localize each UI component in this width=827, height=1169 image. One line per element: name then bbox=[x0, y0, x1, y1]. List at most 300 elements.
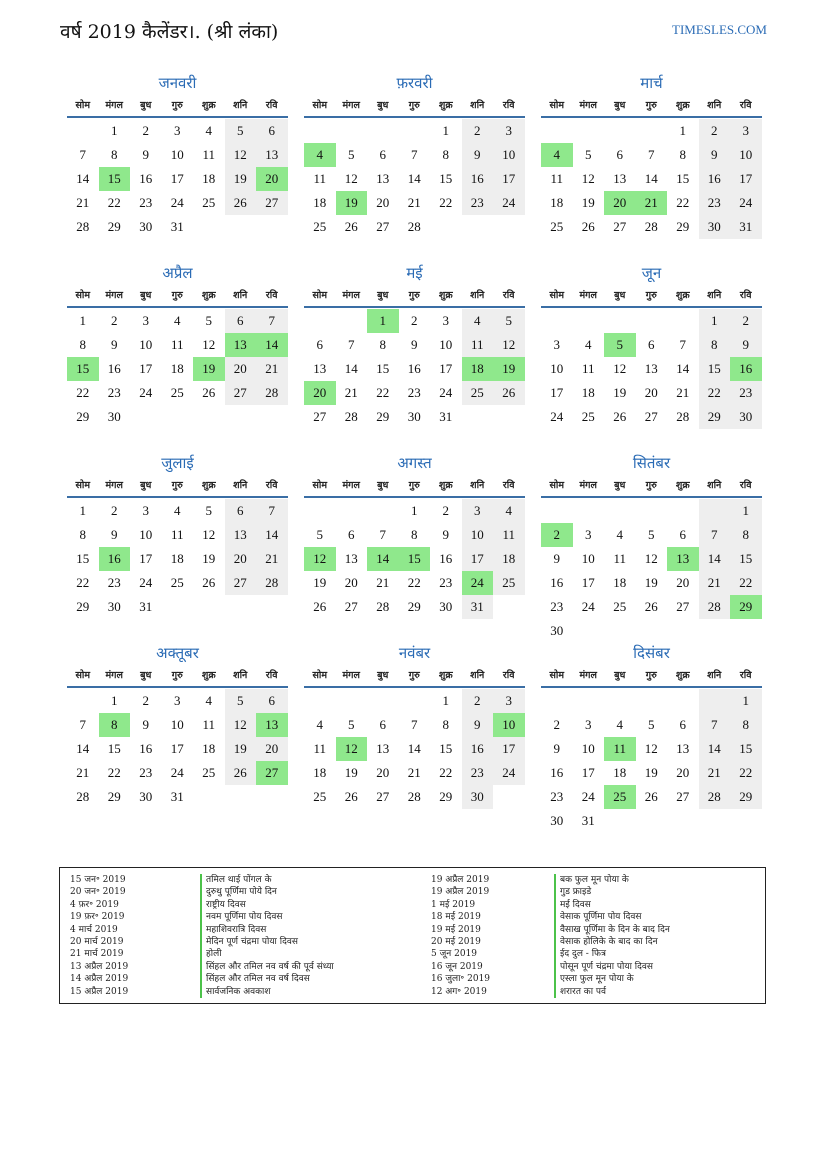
day-cell: 25 bbox=[493, 571, 525, 595]
day-cell: 5 bbox=[348, 147, 355, 162]
day-cell: 10 bbox=[170, 717, 184, 732]
day-cell: 1 bbox=[730, 689, 762, 713]
legend-date: 19 अप्रैल 2019 bbox=[431, 875, 490, 885]
day-cell: 1 bbox=[411, 503, 418, 518]
weekday-label: सोम bbox=[75, 480, 91, 491]
day-cell: 10 bbox=[170, 147, 184, 162]
weekday-label: सोम bbox=[312, 480, 328, 491]
legend-date: 13 अप्रैल 2019 bbox=[70, 961, 129, 972]
day-cell: 30 bbox=[730, 405, 762, 429]
day-cell: 25 bbox=[170, 575, 184, 590]
day-cell: 20 bbox=[256, 737, 288, 761]
legend-holiday-name: वेसाक पूर्णिमा पोय दिवस bbox=[554, 911, 670, 923]
day-cell: 22 bbox=[76, 575, 90, 590]
day-cell: 21 bbox=[699, 571, 731, 595]
month-calendar bbox=[304, 448, 525, 638]
legend-date: 16 जून 2019 bbox=[431, 961, 483, 972]
legend-right-dates bbox=[431, 874, 490, 998]
legend-holiday-name: गुड फ्राइडे bbox=[554, 886, 670, 898]
weekday-label: बुध bbox=[377, 100, 389, 111]
day-cell: 30 bbox=[439, 599, 453, 614]
day-cell: 6 bbox=[648, 337, 655, 352]
empty-day-cell bbox=[699, 689, 731, 713]
day-cell: 28 bbox=[76, 219, 90, 234]
day-cell: 9 bbox=[411, 337, 418, 352]
day-cell: 3 bbox=[585, 527, 592, 542]
day-cell: 14 bbox=[367, 547, 399, 571]
day-cell: 16 bbox=[550, 575, 564, 590]
month-name: मई bbox=[406, 264, 423, 282]
day-cell: 13 bbox=[225, 523, 257, 547]
day-cell: 6 bbox=[256, 689, 288, 713]
weekday-label: बुध bbox=[614, 670, 626, 681]
day-cell: 24 bbox=[730, 191, 762, 215]
day-cell: 21 bbox=[676, 385, 690, 400]
day-cell: 15 bbox=[107, 741, 121, 756]
day-cell: 13 bbox=[613, 171, 627, 186]
month-name: जून bbox=[641, 264, 662, 282]
day-cell: 16 bbox=[462, 737, 494, 761]
weekday-label: रवि bbox=[265, 670, 278, 681]
legend-holiday-name: सार्वजनिक अवकाश bbox=[200, 986, 334, 998]
day-cell: 30 bbox=[407, 409, 421, 424]
legend-holiday-name: होली bbox=[200, 948, 334, 960]
day-cell: 31 bbox=[462, 595, 494, 619]
day-cell: 16 bbox=[462, 167, 494, 191]
day-cell: 29 bbox=[76, 409, 90, 424]
day-cell: 17 bbox=[170, 171, 184, 186]
weekday-label: सोम bbox=[75, 670, 91, 681]
day-cell: 25 bbox=[202, 195, 216, 210]
day-cell: 23 bbox=[730, 381, 762, 405]
empty-day-cell bbox=[67, 689, 99, 713]
day-cell: 3 bbox=[442, 313, 449, 328]
day-cell: 22 bbox=[730, 761, 762, 785]
day-cell: 17 bbox=[730, 167, 762, 191]
day-cell: 22 bbox=[376, 385, 390, 400]
day-cell: 8 bbox=[442, 147, 449, 162]
weekday-label: बुध bbox=[614, 290, 626, 301]
legend-holiday-name: पोसून पूर्ण चंद्रमा पोया दिवस bbox=[554, 961, 670, 973]
day-grid bbox=[67, 499, 288, 619]
holiday-legend bbox=[59, 867, 766, 1004]
day-cell: 21 bbox=[256, 547, 288, 571]
day-cell: 28 bbox=[376, 599, 390, 614]
day-cell: 4 bbox=[541, 143, 573, 167]
day-cell: 23 bbox=[462, 191, 494, 215]
day-cell: 18 bbox=[313, 765, 327, 780]
day-cell: 22 bbox=[407, 575, 421, 590]
day-cell: 19 bbox=[644, 765, 658, 780]
day-cell: 20 bbox=[304, 381, 336, 405]
day-cell: 31 bbox=[170, 789, 184, 804]
day-cell: 9 bbox=[553, 551, 560, 566]
day-cell: 11 bbox=[581, 361, 595, 376]
day-cell: 29 bbox=[76, 599, 90, 614]
day-cell: 3 bbox=[174, 693, 181, 708]
legend-holiday-name: सिंहल और तमिल नव वर्ष दिवस bbox=[200, 973, 334, 985]
day-cell: 8 bbox=[99, 713, 131, 737]
legend-date: 5 जून 2019 bbox=[431, 949, 478, 960]
weekday-label: सोम bbox=[75, 290, 91, 301]
day-cell: 18 bbox=[313, 195, 327, 210]
day-cell: 20 bbox=[376, 195, 390, 210]
day-cell: 24 bbox=[439, 385, 453, 400]
day-cell: 21 bbox=[407, 195, 421, 210]
day-cell: 11 bbox=[170, 527, 184, 542]
legend-holiday-name: एस्ला फुल मून पोया के bbox=[554, 973, 670, 985]
day-cell: 15 bbox=[67, 357, 99, 381]
empty-day-cell bbox=[667, 309, 699, 333]
day-cell: 7 bbox=[256, 499, 288, 523]
weekday-label: रवि bbox=[502, 480, 515, 491]
day-cell: 27 bbox=[676, 789, 690, 804]
day-cell: 25 bbox=[313, 219, 327, 234]
day-cell: 1 bbox=[679, 123, 686, 138]
month-name: जनवरी bbox=[158, 74, 197, 92]
day-cell: 7 bbox=[699, 713, 731, 737]
day-cell: 22 bbox=[439, 195, 453, 210]
day-cell: 6 bbox=[679, 717, 686, 732]
day-cell: 25 bbox=[313, 789, 327, 804]
day-grid bbox=[541, 309, 762, 429]
day-cell: 16 bbox=[730, 357, 762, 381]
day-cell: 7 bbox=[79, 717, 86, 732]
legend-date: 4 मार्च 2019 bbox=[70, 924, 118, 935]
legend-date: 16 जुला॰ 2019 bbox=[431, 974, 491, 985]
day-cell: 15 bbox=[439, 171, 453, 186]
weekday-label: गुरु bbox=[645, 670, 657, 681]
weekday-header bbox=[67, 666, 288, 688]
legend-holiday-name: सिंहल और तमिल नव वर्ष की पूर्व संध्या bbox=[200, 961, 334, 973]
day-cell: 17 bbox=[170, 741, 184, 756]
day-cell: 12 bbox=[344, 171, 358, 186]
day-cell: 27 bbox=[676, 599, 690, 614]
day-cell: 13 bbox=[256, 713, 288, 737]
month-calendar bbox=[541, 68, 762, 258]
legend-date: 18 मई 2019 bbox=[431, 912, 481, 923]
legend-holiday-name: वैसाख पूर्णिमा के दिन के बाद दिन bbox=[554, 924, 670, 936]
weekday-label: बुध bbox=[377, 480, 389, 491]
day-cell: 3 bbox=[493, 689, 525, 713]
day-cell: 3 bbox=[142, 313, 149, 328]
day-cell: 17 bbox=[462, 547, 494, 571]
day-cell: 9 bbox=[730, 333, 762, 357]
empty-day-cell bbox=[304, 119, 336, 143]
weekday-label: शनि bbox=[233, 480, 248, 491]
day-cell: 2 bbox=[111, 503, 118, 518]
day-cell: 14 bbox=[407, 171, 421, 186]
day-cell: 8 bbox=[79, 527, 86, 542]
day-cell: 2 bbox=[142, 123, 149, 138]
day-cell: 8 bbox=[111, 147, 118, 162]
weekday-label: मंगल bbox=[105, 670, 123, 681]
day-cell: 12 bbox=[644, 741, 658, 756]
day-cell: 3 bbox=[462, 499, 494, 523]
day-cell: 19 bbox=[336, 191, 368, 215]
day-cell: 15 bbox=[676, 171, 690, 186]
day-cell: 21 bbox=[376, 575, 390, 590]
day-cell: 29 bbox=[439, 789, 453, 804]
month-name: अप्रैल bbox=[162, 264, 193, 282]
weekday-label: गुरु bbox=[645, 480, 657, 491]
weekday-label: गुरु bbox=[171, 100, 183, 111]
day-cell: 1 bbox=[442, 123, 449, 138]
empty-day-cell bbox=[541, 499, 573, 523]
page-title: वर्ष 2019 कैलेंडर।. (श्री लंका) bbox=[60, 21, 279, 43]
weekday-label: शनि bbox=[707, 670, 722, 681]
weekday-label: शुक्र bbox=[201, 290, 216, 301]
weekday-label: बुध bbox=[140, 480, 152, 491]
day-cell: 4 bbox=[205, 693, 212, 708]
day-cell: 26 bbox=[613, 409, 627, 424]
day-cell: 27 bbox=[376, 789, 390, 804]
day-cell: 13 bbox=[344, 551, 358, 566]
empty-day-cell bbox=[667, 499, 699, 523]
day-cell: 15 bbox=[76, 551, 90, 566]
empty-day-cell bbox=[573, 119, 605, 143]
day-cell: 6 bbox=[225, 499, 257, 523]
weekday-label: शुक्र bbox=[201, 100, 216, 111]
weekday-label: शनि bbox=[233, 290, 248, 301]
day-cell: 22 bbox=[107, 765, 121, 780]
day-cell: 8 bbox=[730, 713, 762, 737]
month-name: नवंबर bbox=[398, 644, 431, 662]
day-cell: 9 bbox=[142, 717, 149, 732]
empty-day-cell bbox=[573, 499, 605, 523]
legend-date: 12 अग॰ 2019 bbox=[431, 986, 487, 997]
day-cell: 22 bbox=[699, 381, 731, 405]
day-cell: 7 bbox=[411, 147, 418, 162]
day-cell: 12 bbox=[202, 527, 216, 542]
day-cell: 23 bbox=[107, 385, 121, 400]
day-cell: 12 bbox=[202, 337, 216, 352]
day-cell: 26 bbox=[644, 789, 658, 804]
empty-day-cell bbox=[604, 689, 636, 713]
day-cell: 17 bbox=[139, 361, 153, 376]
day-cell: 30 bbox=[462, 785, 494, 809]
weekday-label: शनि bbox=[470, 290, 485, 301]
legend-date: 21 मार्च 2019 bbox=[70, 949, 124, 960]
day-grid bbox=[541, 499, 762, 643]
day-cell: 30 bbox=[550, 813, 564, 828]
day-cell: 8 bbox=[411, 527, 418, 542]
day-cell: 18 bbox=[202, 171, 216, 186]
day-cell: 24 bbox=[550, 409, 564, 424]
day-cell: 11 bbox=[170, 337, 184, 352]
day-cell: 16 bbox=[139, 741, 153, 756]
day-cell: 5 bbox=[585, 147, 592, 162]
weekday-label: शुक्र bbox=[201, 670, 216, 681]
day-cell: 14 bbox=[676, 361, 690, 376]
weekday-label: बुध bbox=[614, 100, 626, 111]
day-cell: 12 bbox=[493, 333, 525, 357]
empty-day-cell bbox=[367, 689, 399, 713]
day-cell: 6 bbox=[256, 119, 288, 143]
day-cell: 6 bbox=[379, 147, 386, 162]
weekday-header bbox=[541, 666, 762, 688]
day-cell: 25 bbox=[462, 381, 494, 405]
day-cell: 18 bbox=[170, 361, 184, 376]
day-cell: 16 bbox=[99, 547, 131, 571]
day-cell: 5 bbox=[648, 717, 655, 732]
day-cell: 14 bbox=[256, 333, 288, 357]
month-calendar bbox=[304, 638, 525, 828]
day-cell: 15 bbox=[730, 737, 762, 761]
day-cell: 27 bbox=[376, 219, 390, 234]
day-cell: 2 bbox=[442, 503, 449, 518]
day-cell: 7 bbox=[699, 523, 731, 547]
day-cell: 14 bbox=[76, 741, 90, 756]
day-cell: 5 bbox=[348, 717, 355, 732]
day-cell: 23 bbox=[462, 761, 494, 785]
day-cell: 19 bbox=[225, 737, 257, 761]
day-cell: 12 bbox=[336, 737, 368, 761]
day-cell: 29 bbox=[730, 595, 762, 619]
day-cell: 18 bbox=[613, 765, 627, 780]
day-cell: 16 bbox=[550, 765, 564, 780]
empty-day-cell bbox=[604, 309, 636, 333]
day-cell: 5 bbox=[493, 309, 525, 333]
day-cell: 28 bbox=[407, 219, 421, 234]
day-cell: 6 bbox=[225, 309, 257, 333]
legend-date: 20 मई 2019 bbox=[431, 936, 481, 947]
day-cell: 10 bbox=[493, 143, 525, 167]
weekday-label: रवि bbox=[739, 100, 752, 111]
empty-day-cell bbox=[367, 119, 399, 143]
weekday-label: बुध bbox=[140, 670, 152, 681]
day-cell: 23 bbox=[139, 195, 153, 210]
weekday-header bbox=[304, 476, 525, 498]
day-cell: 2 bbox=[462, 689, 494, 713]
legend-holiday-name: दुरुथु पूर्णिमा पोये दिन bbox=[200, 886, 334, 898]
day-cell: 9 bbox=[553, 741, 560, 756]
day-cell: 21 bbox=[256, 357, 288, 381]
weekday-label: मंगल bbox=[342, 670, 360, 681]
weekday-label: शनि bbox=[470, 100, 485, 111]
day-cell: 8 bbox=[699, 333, 731, 357]
legend-right-names bbox=[554, 874, 670, 998]
day-cell: 10 bbox=[493, 713, 525, 737]
empty-day-cell bbox=[336, 689, 368, 713]
month-name: अक्तूबर bbox=[156, 644, 199, 662]
weekday-label: मंगल bbox=[579, 100, 597, 111]
month-calendar bbox=[67, 68, 288, 258]
day-cell: 15 bbox=[699, 357, 731, 381]
day-cell: 19 bbox=[344, 765, 358, 780]
day-grid bbox=[67, 689, 288, 809]
weekday-label: रवि bbox=[502, 670, 515, 681]
weekday-label: शनि bbox=[470, 670, 485, 681]
weekday-header bbox=[541, 96, 762, 118]
day-cell: 20 bbox=[676, 575, 690, 590]
day-cell: 25 bbox=[202, 765, 216, 780]
day-cell: 30 bbox=[699, 215, 731, 239]
day-grid bbox=[304, 689, 525, 809]
legend-date: 19 मई 2019 bbox=[431, 924, 481, 935]
month-name: सितंबर bbox=[632, 454, 671, 472]
legend-holiday-name: तमिल थाई पोंगल के bbox=[200, 874, 334, 886]
day-cell: 11 bbox=[613, 551, 627, 566]
day-cell: 7 bbox=[79, 147, 86, 162]
day-cell: 1 bbox=[699, 309, 731, 333]
site-link[interactable]: TIMESLES.COM bbox=[672, 22, 767, 37]
day-cell: 28 bbox=[644, 219, 658, 234]
day-cell: 10 bbox=[581, 551, 595, 566]
legend-holiday-name: महाशिवरात्रि दिवस bbox=[200, 924, 334, 936]
day-cell: 31 bbox=[581, 813, 595, 828]
weekday-header bbox=[541, 476, 762, 498]
empty-day-cell bbox=[541, 309, 573, 333]
day-cell: 11 bbox=[604, 737, 636, 761]
day-grid bbox=[67, 119, 288, 239]
day-cell: 24 bbox=[581, 789, 595, 804]
day-grid bbox=[304, 499, 525, 619]
day-cell: 1 bbox=[730, 499, 762, 523]
day-cell: 2 bbox=[541, 523, 573, 547]
day-cell: 29 bbox=[730, 785, 762, 809]
legend-holiday-name: शरारत का पर्व bbox=[554, 986, 670, 998]
day-cell: 22 bbox=[730, 571, 762, 595]
day-cell: 17 bbox=[493, 167, 525, 191]
day-cell: 31 bbox=[439, 409, 453, 424]
day-cell: 29 bbox=[676, 219, 690, 234]
day-cell: 26 bbox=[644, 599, 658, 614]
weekday-label: सोम bbox=[312, 290, 328, 301]
day-grid bbox=[304, 309, 525, 429]
day-cell: 27 bbox=[225, 381, 257, 405]
day-cell: 11 bbox=[202, 717, 216, 732]
weekday-label: शनि bbox=[707, 290, 722, 301]
weekday-label: रवि bbox=[739, 670, 752, 681]
day-cell: 15 bbox=[439, 741, 453, 756]
weekday-label: मंगल bbox=[579, 670, 597, 681]
weekday-label: गुरु bbox=[171, 670, 183, 681]
day-cell: 22 bbox=[76, 385, 90, 400]
day-cell: 26 bbox=[225, 191, 257, 215]
day-cell: 7 bbox=[256, 309, 288, 333]
day-cell: 10 bbox=[439, 337, 453, 352]
day-cell: 19 bbox=[202, 551, 216, 566]
weekday-header bbox=[304, 666, 525, 688]
day-cell: 25 bbox=[613, 599, 627, 614]
weekday-label: मंगल bbox=[342, 290, 360, 301]
day-cell: 10 bbox=[139, 527, 153, 542]
day-cell: 19 bbox=[313, 575, 327, 590]
day-cell: 21 bbox=[699, 761, 731, 785]
empty-day-cell bbox=[541, 689, 573, 713]
day-cell: 8 bbox=[79, 337, 86, 352]
legend-holiday-name: मेदिन पूर्ण चंद्रमा पोया दिवस bbox=[200, 936, 334, 948]
empty-day-cell bbox=[67, 119, 99, 143]
weekday-label: शुक्र bbox=[438, 100, 453, 111]
day-cell: 19 bbox=[193, 357, 225, 381]
day-cell: 18 bbox=[550, 195, 564, 210]
day-cell: 2 bbox=[553, 717, 560, 732]
day-cell: 12 bbox=[225, 713, 257, 737]
day-cell: 30 bbox=[139, 219, 153, 234]
day-cell: 26 bbox=[313, 599, 327, 614]
day-cell: 4 bbox=[585, 337, 592, 352]
day-cell: 4 bbox=[174, 313, 181, 328]
day-cell: 20 bbox=[644, 385, 658, 400]
month-calendar bbox=[304, 68, 525, 258]
legend-date: 20 मार्च 2019 bbox=[70, 936, 124, 947]
day-cell: 27 bbox=[613, 219, 627, 234]
weekday-header bbox=[541, 286, 762, 308]
day-cell: 28 bbox=[256, 381, 288, 405]
day-cell: 3 bbox=[174, 123, 181, 138]
